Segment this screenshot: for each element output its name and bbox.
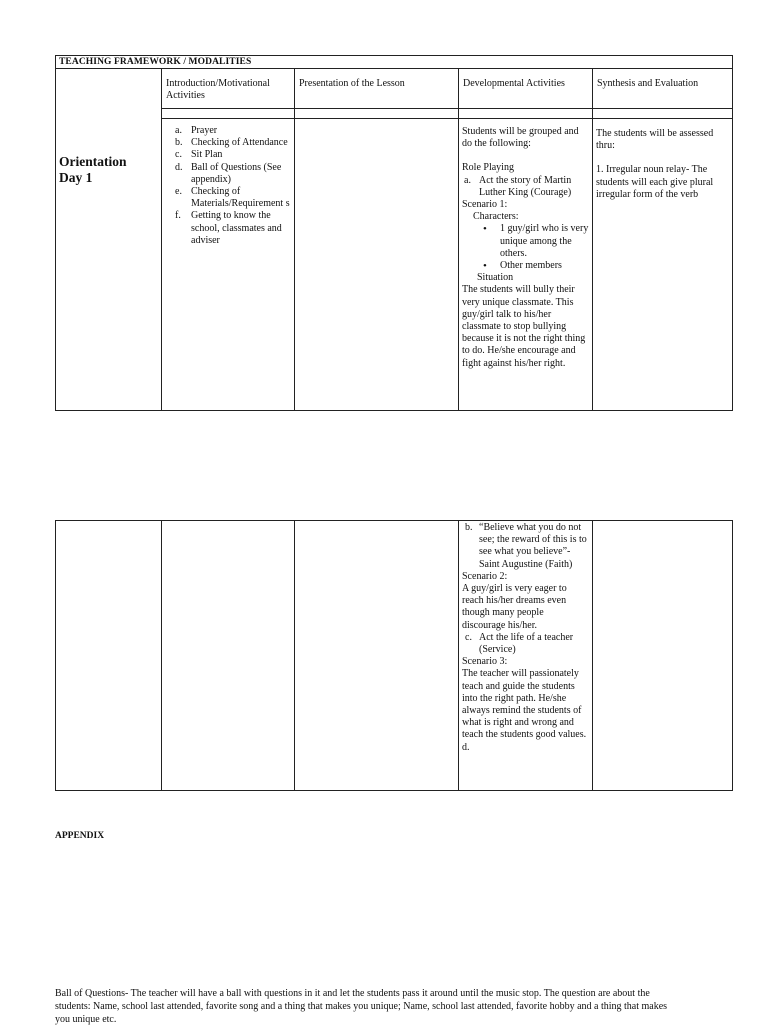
list-item: b. “Believe what you do not see; the reward of this is to see what you believe”- Saint Augustine (Faith) [465,522,587,570]
teaching-framework-table [55,55,733,411]
synthesis-item: 1. Irregular noun relay- The students will each give plural irregular form of the verb [596,164,714,200]
continuation-synthesis-cell [593,521,733,791]
paragraph-line: you unique etc. [55,1014,117,1025]
header-synthesis-label: Synthesis and Evaluation [597,78,699,89]
header-presentation [295,69,459,119]
scenario-2-body: A guy/girl is very eager to reach his/her dreams even though many people discourage his/her. [462,583,567,631]
continuation-presentation-cell [295,521,459,791]
item-d-marker: d. [462,741,470,753]
framework-title: TEACHING FRAMEWORK / MODALITIES [56,56,733,69]
header-developmental-label: Developmental Activities [463,78,565,89]
header-presentation-label: Presentation of the Lesson [299,78,405,89]
list-item: b. Checking of Attendance [175,137,288,149]
list-item: a. Act the story of Martin Luther King (Courage) [464,174,572,198]
orientation-day-cell [56,69,162,411]
scenario-3: Scenario 3: [462,656,508,668]
continuation-day-cell [56,521,162,791]
list-item: • 1 guy/girl who is very unique among the others. [462,223,589,260]
dev-intro: Students will be grouped and do the following: [462,126,579,150]
header-synthesis [593,69,733,119]
synthesis-cell [593,119,733,411]
continuation-table [55,520,733,791]
presentation-cell [295,119,459,411]
list-item: a. Prayer [175,125,218,136]
appendix-heading: APPENDIX [55,831,105,841]
list-item: f. Getting to know the school, classmates and adviser [175,210,282,246]
synthesis-intro: The students will be assessed thru: [596,128,714,152]
role-playing: Role Playing [462,162,514,174]
header-intro [162,69,295,119]
list-item: • Other members [462,260,589,272]
continuation-intro-cell [162,521,295,791]
orientation-label: Orientation [59,154,127,169]
paragraph-line: Ball of Questions- The teacher will have a ball with questions in it and let the students pass it around until the music stop. The question are about the [55,988,650,999]
intro-activities-list [165,125,291,247]
paragraph-line: students: Name, school last attended, favorite song and a thing that makes you unique; Name, school last attended, favorite hobby and a thing that makes [55,1001,668,1012]
developmental-cell [459,119,593,411]
continuation-developmental-cell [459,521,593,791]
list-item: c. Act the life of a teacher (Service) [465,631,574,656]
ball-of-questions-paragraph [55,987,735,1026]
list-item: d. Ball of Questions (See appendix) [175,161,282,185]
scenario-3-body: The teacher will passionately teach and guide the students into the right path. He/she always remind the students of what is right and wrong and teach the students good values. [462,668,587,741]
situation-label: Situation [477,272,514,284]
day-label: Day 1 [59,170,93,185]
scenario-1: Scenario 1: [462,199,508,211]
situation-body: The students will bully their very unique classmate. This guy/girl talk to his/her classmate to stop bullying because it is not the right thing to do. He/she encourage and fight against his/her right. [462,284,586,369]
list-item: e. Checking of Materials/Requirement s [175,186,290,210]
scenario-2: Scenario 2: [462,570,508,582]
header-intro-label: Introduction/Motivational Activities [166,78,270,102]
characters-label: Characters: [473,211,519,223]
intro-activities-cell [162,119,295,411]
header-developmental [459,69,593,119]
list-item: c. Sit Plan [175,149,223,161]
